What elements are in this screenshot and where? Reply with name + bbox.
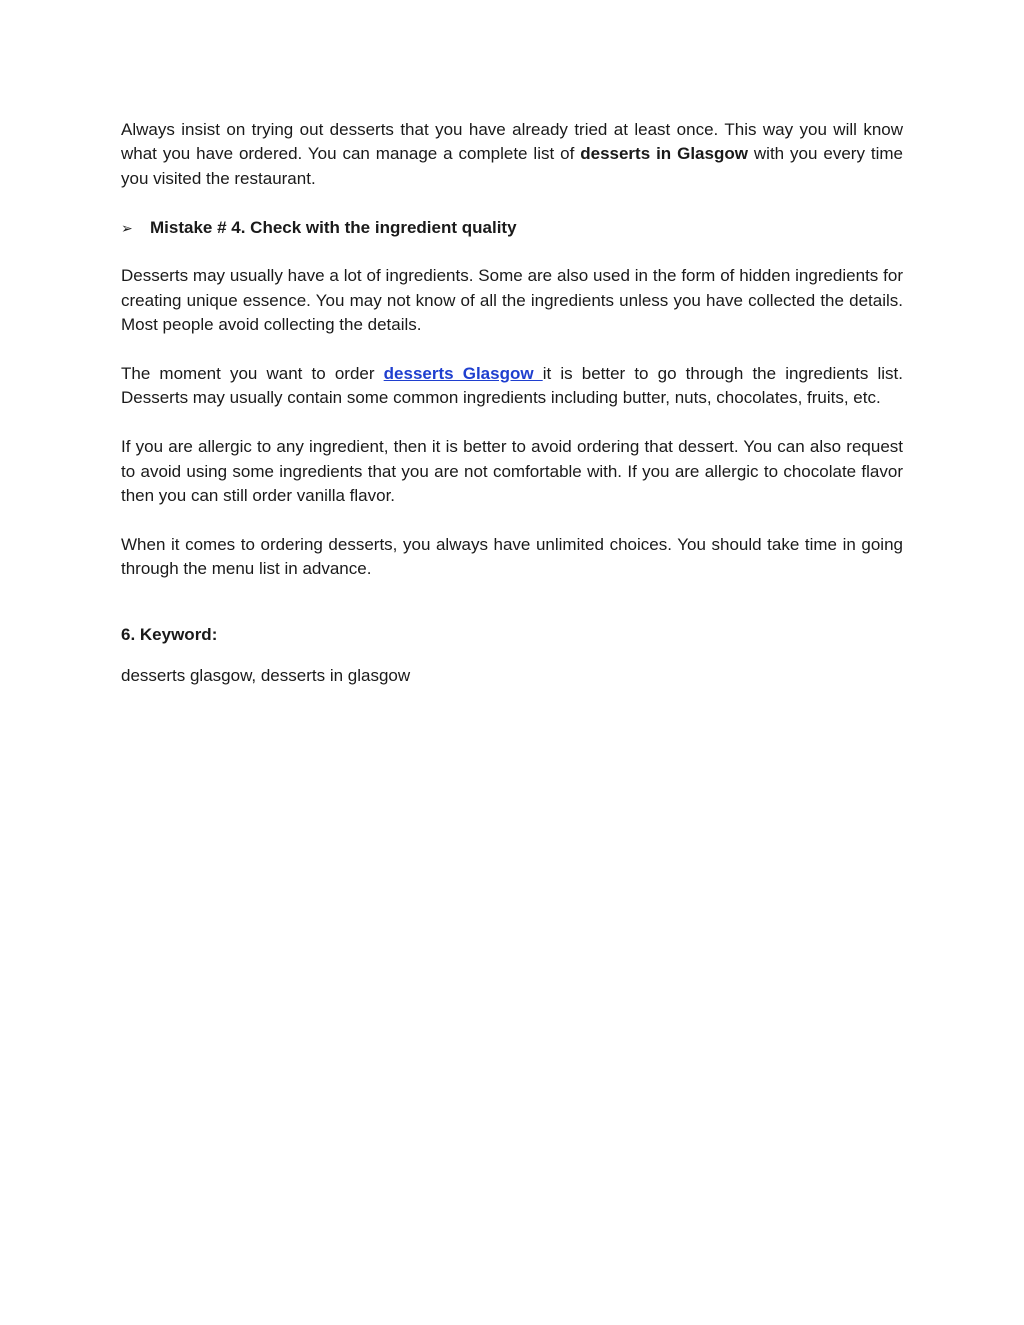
paragraph-choices: When it comes to ordering desserts, you always have unlimited choices. You should take time in going through the menu list in advance.: [121, 534, 903, 579]
paragraph-allergies: If you are allergic to any ingredient, then it is better to avoid ordering that dessert. You can also request to avoid using some ingredients that you are not comfortable with. If you are allergic to chocolate flavor then you can still order vanilla flavor.: [121, 437, 903, 506]
arrow-bullet-icon: ➢: [121, 219, 133, 236]
bold-keyword-desserts-in-glasgow: desserts in Glasgow: [580, 144, 748, 164]
paragraph-text: with you every time you visited the restaurant.: [121, 144, 903, 188]
paragraph-desserts-intro: [121, 118, 903, 191]
bullet-heading: Mistake # 4. Check with the ingredient quality: [150, 217, 517, 237]
paragraph-text: Always insist on trying out desserts that you have already tried at least once. This way you will know what you have ordered. You can manage a complete list of: [121, 120, 903, 164]
paragraph-text: it is better to go through the ingredients list. Desserts may usually contain some common ingredients including butter, nuts, chocolates, fruits, etc.: [121, 364, 904, 408]
document-page: [121, 118, 903, 688]
keyword-list: desserts glasgow, desserts in glasgow: [121, 666, 411, 686]
paragraph-order-desserts: [121, 362, 903, 411]
keyword-heading: 6. Keyword:: [121, 624, 218, 644]
bullet-item-mistake-4: [121, 216, 903, 240]
paragraph-ingredients: Desserts may usually have a lot of ingredients. Some are also used in the form of hidden ingredients for creating unique essence. You may not know of all the ingredients unless you have collected the details. Most people avoid collecting the details.: [121, 266, 903, 335]
desserts-glasgow-link[interactable]: desserts Glasgow: [383, 364, 543, 384]
paragraph-text: The moment you want to order: [121, 364, 384, 384]
